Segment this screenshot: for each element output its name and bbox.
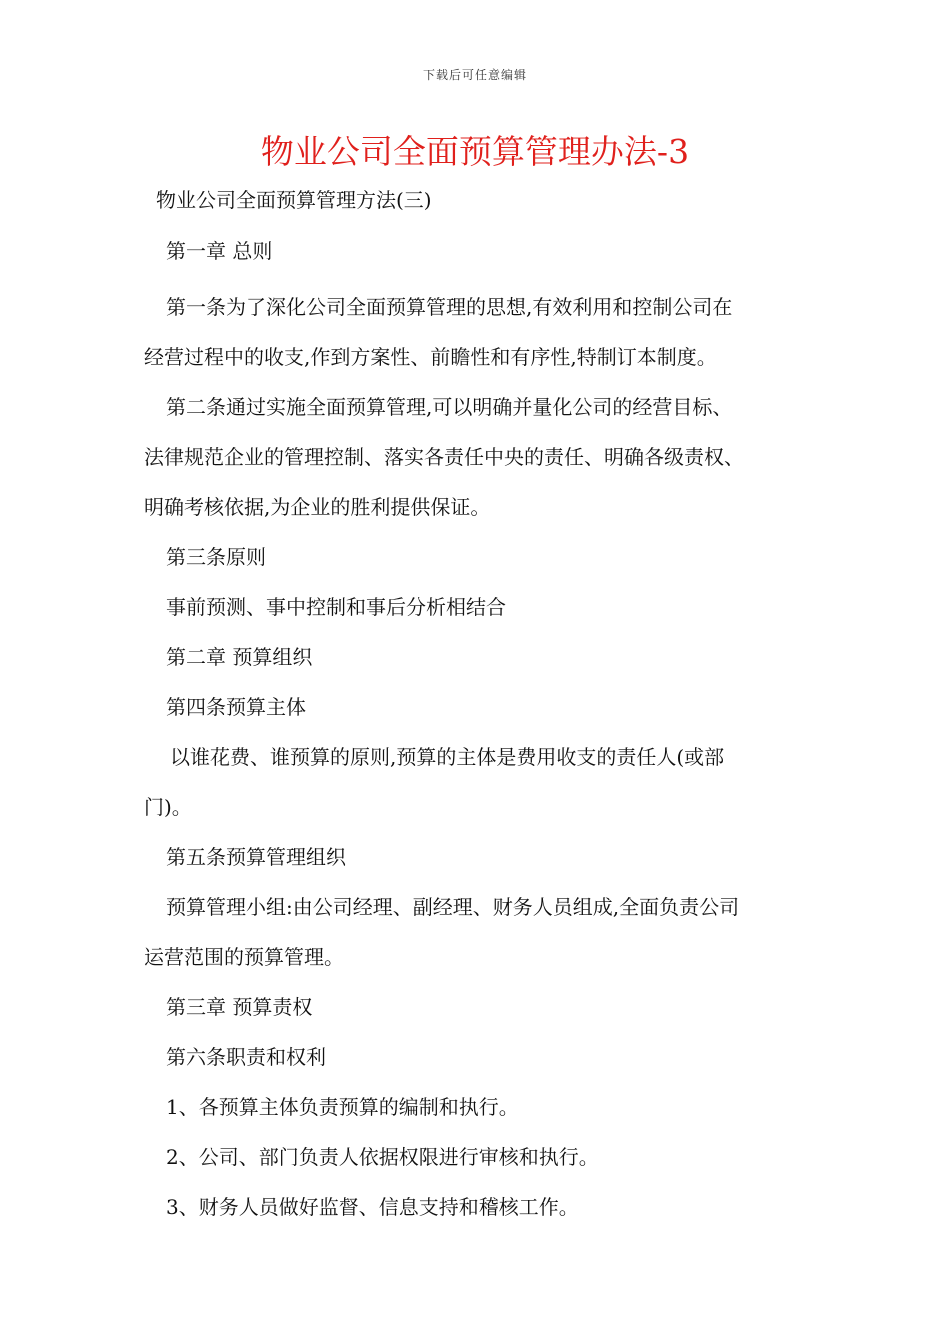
chapter-1-heading: 第一章 总则 bbox=[166, 239, 273, 263]
document-title: 物业公司全面预算管理办法-3 bbox=[260, 132, 690, 171]
list-item-3: 3、财务人员做好监督、信息支持和稽核工作。 bbox=[166, 1195, 579, 1219]
article-1-line-1: 第一条为了深化公司全面预算管理的思想,有效利用和控制公司在 bbox=[166, 295, 733, 319]
article-1-line-2: 经营过程中的收支,作到方案性、前瞻性和有序性,特制订本制度。 bbox=[144, 345, 717, 369]
chapter-2-heading: 第二章 预算组织 bbox=[166, 645, 313, 669]
subtitle: 物业公司全面预算管理方法(三) bbox=[156, 188, 432, 212]
article-3-heading: 第三条原则 bbox=[166, 545, 266, 569]
article-5-line-1: 预算管理小组:由公司经理、副经理、财务人员组成,全面负责公司 bbox=[166, 895, 740, 919]
article-3-text: 事前预测、事中控制和事后分析相结合 bbox=[166, 595, 506, 619]
article-5-heading: 第五条预算管理组织 bbox=[166, 845, 346, 869]
header-note: 下载后可任意编辑 bbox=[422, 68, 527, 82]
list-item-1: 1、各预算主体负责预算的编制和执行。 bbox=[166, 1095, 519, 1119]
article-4-line-2: 门)。 bbox=[144, 795, 192, 819]
article-2-line-3: 明确考核依据,为企业的胜利提供保证。 bbox=[144, 495, 491, 519]
article-2-line-1: 第二条通过实施全面预算管理,可以明确并量化公司的经营目标、 bbox=[166, 395, 733, 419]
list-item-2: 2、公司、部门负责人依据权限进行审核和执行。 bbox=[166, 1145, 599, 1169]
article-5-line-2: 运营范围的预算管理。 bbox=[144, 945, 344, 969]
document-body bbox=[144, 180, 814, 1232]
article-4-line-1: 以谁花费、谁预算的原则,预算的主体是费用收支的责任人(或部 bbox=[170, 745, 725, 769]
article-2-line-2: 法律规范企业的管理控制、落实各责任中央的责任、明确各级责权、 bbox=[144, 445, 744, 469]
article-6-heading: 第六条职责和权利 bbox=[166, 1045, 326, 1069]
chapter-3-heading: 第三章 预算责权 bbox=[166, 995, 313, 1019]
article-4-heading: 第四条预算主体 bbox=[166, 695, 306, 719]
